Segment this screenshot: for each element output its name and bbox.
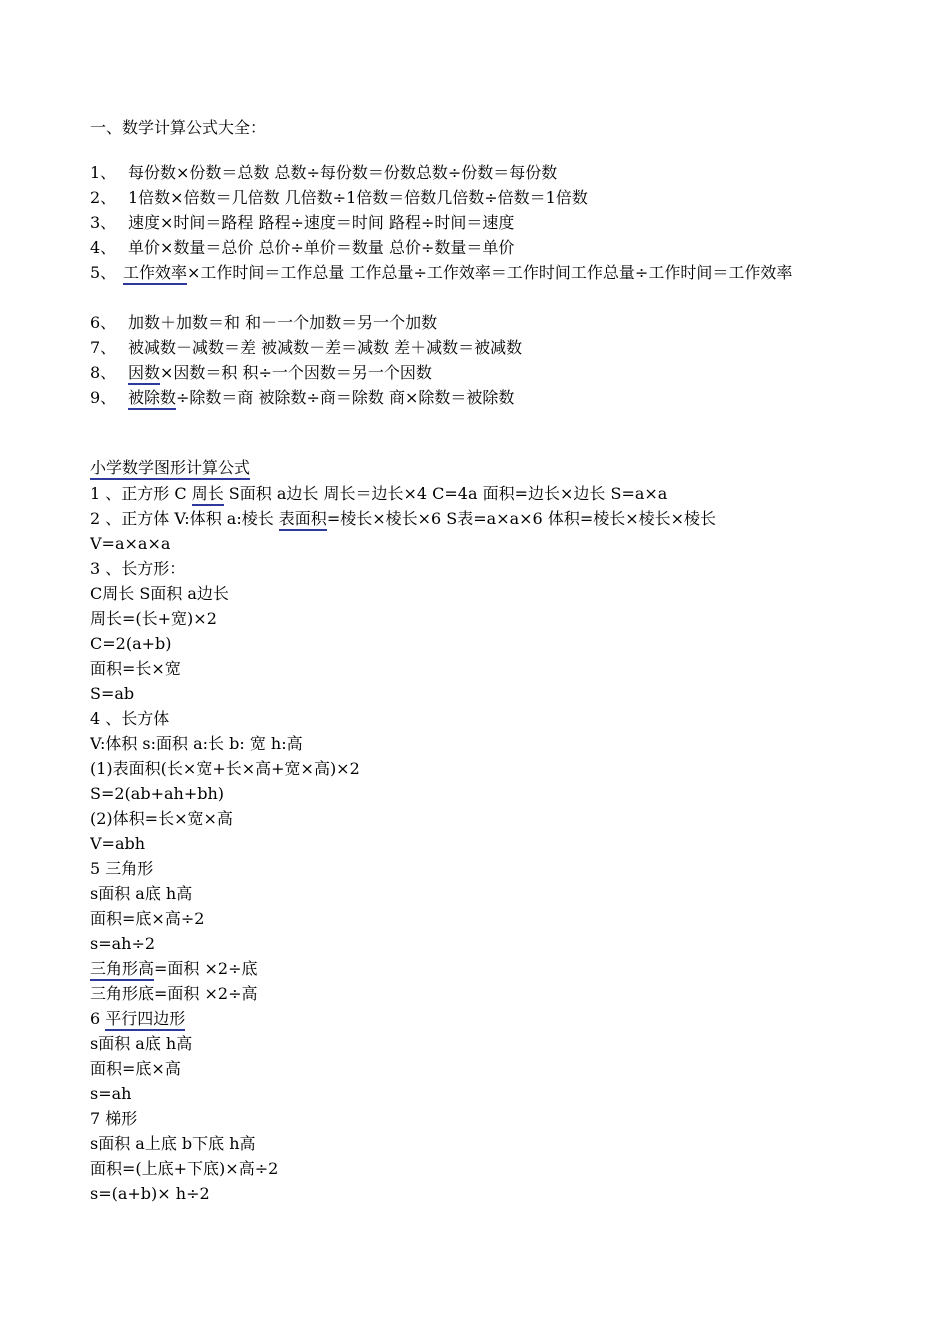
text-line: V:体积 s:面积 a:长 b: 宽 h:高: [90, 734, 303, 753]
text-line: 面积=底×高÷2: [90, 909, 205, 928]
shape-formulas: [90, 481, 870, 1206]
line-text: 2 、正方体 V:体积 a:棱长: [90, 509, 279, 528]
item-number: 8、: [90, 363, 117, 382]
text-line: (2)体积=长×宽×高: [90, 809, 233, 828]
item-number: 7、: [90, 338, 117, 357]
text-line: 三角形底=面积 ×2÷高: [90, 984, 258, 1003]
line-text: S面积 a边长 周长＝边长×4 C=4a 面积=边长×边长 S=a×a: [223, 484, 668, 503]
item-number: 1、: [90, 163, 117, 182]
underlined-term: 因数: [128, 363, 160, 385]
text-line: S=2(ab+ah+bh): [90, 784, 225, 803]
text-line: 7 梯形: [90, 1109, 138, 1128]
item-text: 每份数×份数＝总数 总数÷每份数＝份数总数÷份数＝每份数: [128, 163, 558, 182]
underlined-term: 被除数: [128, 388, 176, 410]
item-number: 5、: [90, 263, 117, 282]
text-line: 5 三角形: [90, 859, 154, 878]
item-text: ×工作时间＝工作总量 工作总量÷工作效率＝工作时间工作总量÷工作时间＝工作效率: [187, 263, 793, 282]
text-line: [90, 506, 870, 531]
item-number: 4、: [90, 238, 117, 257]
list-item: [90, 235, 870, 260]
text-line: 周长=(长+宽)×2: [90, 609, 217, 628]
underlined-term: 周长: [192, 484, 224, 506]
text-line: V=abh: [90, 834, 146, 853]
text-line: 面积=(上底+下底)×高÷2: [90, 1159, 279, 1178]
text-line: s=ah: [90, 1084, 132, 1103]
formula-list: [90, 160, 870, 410]
underlined-term: 平行四边形: [105, 1009, 185, 1031]
text-line: 4 、长方体: [90, 709, 170, 728]
line-text: 1 、正方形 C: [90, 484, 192, 503]
section-2-title: [90, 455, 870, 480]
list-item: [90, 335, 870, 360]
text-line: (1)表面积(长×宽+长×高+宽×高)×2: [90, 759, 360, 778]
underlined-term: 三角形高: [90, 959, 154, 981]
item-number: 3、: [90, 213, 117, 232]
line-text: =棱长×棱长×6 S表=a×a×6 体积=棱长×棱长×棱长: [326, 509, 717, 528]
text-line: s面积 a底 h高: [90, 1034, 193, 1053]
underlined-term: 工作效率: [123, 263, 187, 285]
item-number: 2、: [90, 188, 117, 207]
list-item: [90, 260, 870, 310]
list-item: [90, 385, 870, 410]
text-line: s面积 a上底 b下底 h高: [90, 1134, 256, 1153]
list-item: [90, 210, 870, 235]
item-number: 9、: [90, 388, 117, 407]
item-text: 加数＋加数＝和 和－一个加数＝另一个加数: [128, 313, 438, 332]
text-line: V=a×a×a: [90, 534, 171, 553]
list-item: [90, 360, 870, 385]
text-line: [90, 1006, 870, 1031]
item-text: ÷除数＝商 被除数÷商＝除数 商×除数＝被除数: [176, 388, 515, 407]
item-text: 速度×时间＝路程 路程÷速度＝时间 路程÷时间＝速度: [128, 213, 515, 232]
list-item: [90, 310, 870, 335]
section-2-title-text: 小学数学图形计算公式: [90, 458, 250, 480]
item-number: 6、: [90, 313, 117, 332]
list-item: [90, 185, 870, 210]
text-line: s=ah÷2: [90, 934, 156, 953]
item-text: ×因数＝积 积÷一个因数＝另一个因数: [160, 363, 432, 382]
text-line: S=ab: [90, 684, 135, 703]
line-text: =面积 ×2÷底: [154, 959, 258, 978]
section-1-title: 一、数学计算公式大全：: [90, 118, 267, 137]
text-line: s=(a+b)× h÷2: [90, 1184, 210, 1203]
item-text: 单价×数量＝总价 总价÷单价＝数量 总价÷数量＝单价: [128, 238, 515, 257]
text-line: s面积 a底 h高: [90, 884, 193, 903]
text-line: C=2(a+b): [90, 634, 172, 653]
line-text: 6: [90, 1009, 106, 1028]
text-line: [90, 481, 870, 506]
text-line: [90, 956, 870, 981]
item-text: 1倍数×倍数＝几倍数 几倍数÷1倍数＝倍数几倍数÷倍数＝1倍数: [128, 188, 588, 207]
text-line: 面积=底×高: [90, 1059, 181, 1078]
item-text: 被减数－减数＝差 被减数－差＝减数 差＋减数＝被减数: [128, 338, 523, 357]
underlined-term: 表面积: [279, 509, 327, 531]
text-line: 3 、长方形：: [90, 559, 186, 578]
text-line: C周长 S面积 a边长: [90, 584, 229, 603]
list-item: [90, 160, 870, 185]
text-line: 面积=长×宽: [90, 659, 181, 678]
